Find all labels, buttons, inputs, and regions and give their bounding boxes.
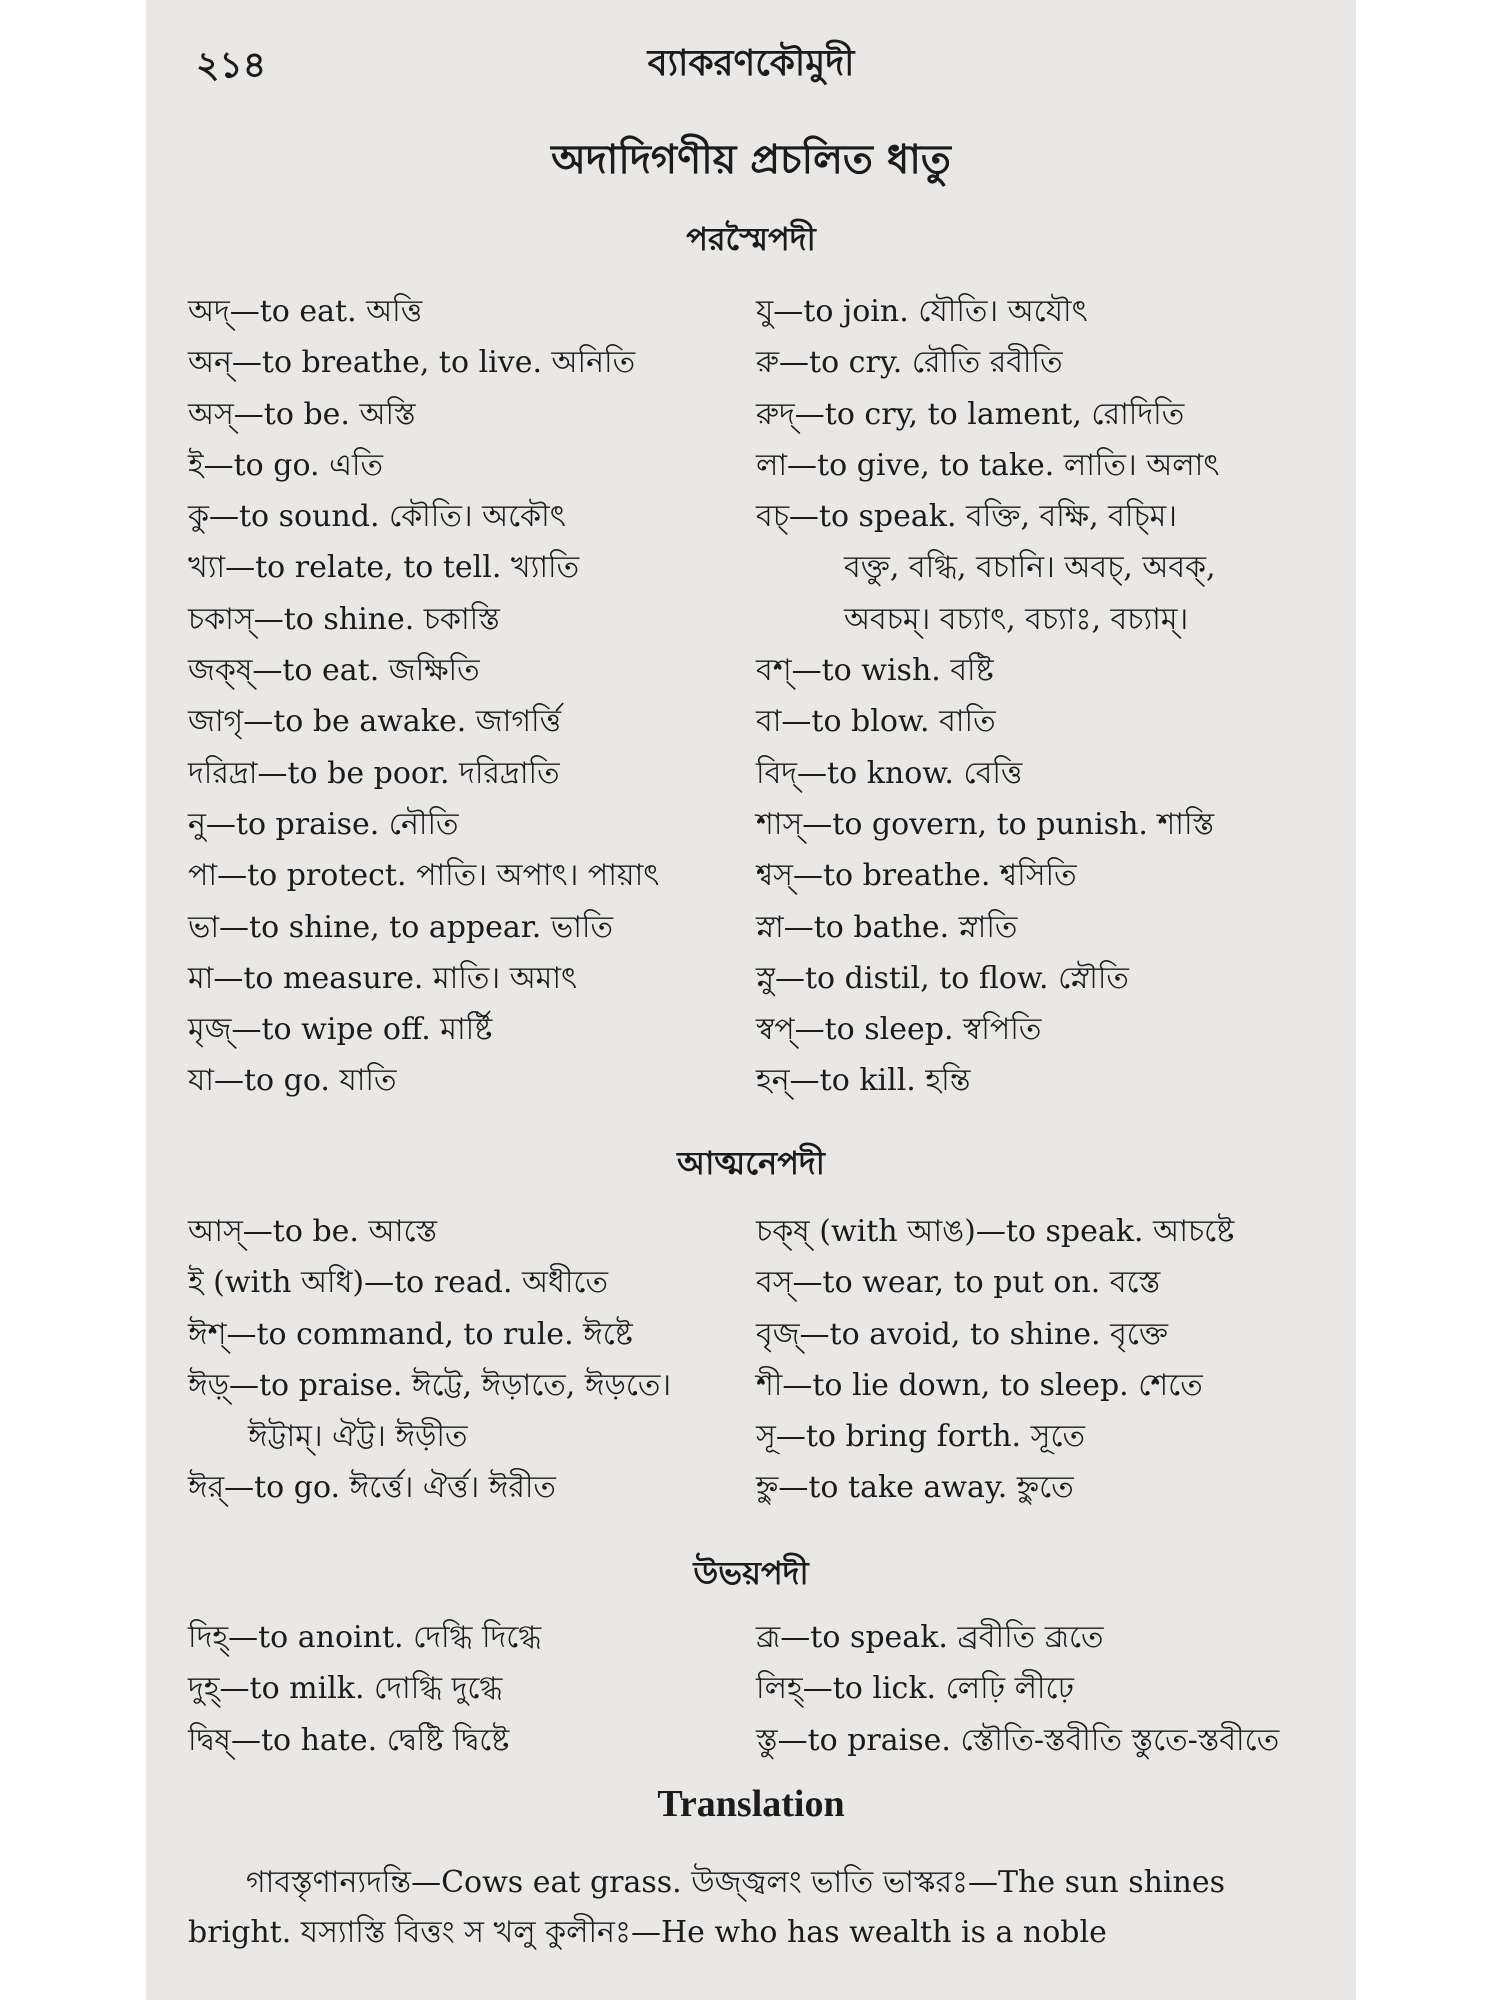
section-heading-atmanepadi: আত্মনেপদী xyxy=(677,1144,825,1182)
translation-line: bright. যস্যাস্তি বিত্তং স খলু কুলীনঃ—He who has wealth is a noble xyxy=(188,1915,1107,1950)
verb-entry: বা—to blow. বাতি xyxy=(756,704,996,740)
verb-entry: ঈর্—to go. ঈর্ত্তে। ঐর্ত্ত। ঈরীত xyxy=(188,1470,556,1506)
verb-entry: বচ্—to speak. বক্তি, বক্ষি, বচ্মি। xyxy=(756,499,1178,535)
verb-entry: লা—to give, to take. লাতি। অলাৎ xyxy=(756,447,1220,483)
atmanepadi-left-column xyxy=(188,1206,671,1514)
verb-entry: খ্যা—to relate, to tell. খ্যাতি xyxy=(188,550,580,586)
verb-entry: শাস্—to govern, to punish. শাস্তি xyxy=(756,806,1215,842)
verb-entry: বৃজ্—to avoid, to shine. বৃক্তে xyxy=(756,1316,1168,1352)
verb-entry: যু—to join. যৌতি। অযৌৎ xyxy=(756,294,1088,329)
verb-entry: ভা—to shine, to appear. ভাতি xyxy=(188,909,614,945)
verb-entry: ই—to go. এতি xyxy=(188,447,383,483)
verb-entry: স্বপ্—to sleep. স্বপিতি xyxy=(756,1012,1042,1048)
verb-entry: স্তু—to praise. স্তৌতি-স্তবীতি স্তুতে-স্তবীতে xyxy=(756,1722,1280,1758)
page-number: ২১৪ xyxy=(196,44,267,86)
translation-paragraph xyxy=(188,1858,1318,1958)
verb-entry: সূ—to bring forth. সূতে xyxy=(756,1419,1086,1455)
ubhayapadi-right-column xyxy=(756,1612,1279,1766)
book-page xyxy=(146,0,1356,2000)
verb-entry-continuation: ঈট্টাম্। ঐট্ট। ঈড়ীত xyxy=(248,1419,468,1455)
verb-entry: বস্—to wear, to put on. বস্তে xyxy=(756,1265,1161,1301)
parasmaipadi-right-column xyxy=(756,286,1219,1107)
page-header xyxy=(146,30,1356,90)
verb-entry: দ্বিষ্—to hate. দ্বেষ্টি দ্বিষ্টে xyxy=(188,1722,510,1758)
verb-entry: রুদ্—to cry, to lament, রোদিতি xyxy=(756,396,1185,432)
verb-entry: রু—to cry. রৌতি রবীতি xyxy=(756,345,1063,381)
verb-entry: আস্—to be. আস্তে xyxy=(188,1214,438,1249)
verb-entry: দরিদ্রা—to be poor. দরিদ্রাতি xyxy=(188,755,560,791)
verb-entry: ঈড়্—to praise. ঈট্টে, ঈড়াতে, ঈড়তে। xyxy=(188,1367,672,1403)
verb-entry: পা—to protect. পাতি। অপাৎ। পায়াৎ xyxy=(188,858,660,894)
verb-entry: জাগৃ—to be awake. জাগর্ত্তি xyxy=(188,704,562,740)
verb-entry: হ্নু—to take away. হ্নুতে xyxy=(756,1470,1074,1506)
verb-entry: অদ্—to eat. অত্তি xyxy=(188,294,423,329)
verb-entry: দিহ্—to anoint. দেগ্ধি দিগ্ধে xyxy=(188,1620,542,1655)
verb-entry: লিহ্—to lick. লেঢ়ি লীঢ়ে xyxy=(756,1671,1074,1707)
verb-entry: নু—to praise. নৌতি xyxy=(188,806,459,842)
section-heading-parasmaipadi: পরস্মৈপদী xyxy=(686,220,816,258)
verb-entry: চক্ষ্ (with আঙ)—to speak. আচষ্টে xyxy=(756,1214,1235,1249)
verb-entry: বশ্—to wish. বষ্টি xyxy=(756,653,994,689)
verb-entry: মৃজ্—to wipe off. মার্ষ্টি xyxy=(188,1012,493,1048)
verb-entry: স্নু—to distil, to flow. স্নৌতি xyxy=(756,960,1129,996)
verb-entry: মা—to measure. মাতি। অমাৎ xyxy=(188,960,578,996)
verb-entry: অন্—to breathe, to live. অনিতি xyxy=(188,345,636,381)
verb-entry: যা—to go. যাতি xyxy=(188,1063,397,1099)
atmanepadi-right-column xyxy=(756,1206,1234,1514)
running-title: ব্যাকরণকৌমুদী xyxy=(647,42,855,84)
verb-entry: জক্ষ্—to eat. জক্ষিতি xyxy=(188,653,480,689)
verb-entry: চকাস্—to shine. চকাস্তি xyxy=(188,601,500,637)
translation-line: গাবস্তৃণান্যদন্তি—Cows eat grass. উজ্জ্বলং ভাতি ভাস্করঃ—The sun shines xyxy=(246,1865,1225,1900)
verb-entry: দুহ্—to milk. দোগ্ধি দুগ্ধে xyxy=(188,1671,503,1707)
verb-entry: অস্—to be. অস্তি xyxy=(188,396,416,432)
parasmaipadi-left-column xyxy=(188,286,659,1107)
verb-entry-continuation: অবচম্। বচ্যাৎ, বচ্যাঃ, বচ্যাম্। xyxy=(844,601,1189,637)
verb-entry: স্না—to bathe. স্নাতি xyxy=(756,909,1018,945)
ubhayapadi-left-column xyxy=(188,1612,541,1766)
verb-entry: শী—to lie down, to sleep. শেতে xyxy=(756,1367,1203,1403)
verb-entry: ই (with অধি)—to read. অধীতে xyxy=(188,1265,608,1301)
page-title: অদাদিগণীয় প্রচলিত ধাতু xyxy=(551,136,951,183)
verb-entry: হন্—to kill. হন্তি xyxy=(756,1063,971,1099)
translation-heading: Translation xyxy=(657,1783,845,1825)
verb-entry: ঈশ্—to command, to rule. ঈষ্টে xyxy=(188,1316,633,1352)
verb-entry: বিদ্—to know. বেত্তি xyxy=(756,755,1023,791)
verb-entry-continuation: বক্তু, বগ্ধি, বচানি। অবচ্, অবক্, xyxy=(844,550,1216,586)
verb-entry: ব্রূ—to speak. ব্রবীতি ব্রূতে xyxy=(756,1620,1104,1655)
verb-entry: শ্বস্—to breathe. শ্বসিতি xyxy=(756,858,1077,894)
verb-entry: কু—to sound. কৌতি। অকৌৎ xyxy=(188,499,566,535)
section-heading-ubhayapadi: উভয়পদী xyxy=(693,1554,809,1592)
